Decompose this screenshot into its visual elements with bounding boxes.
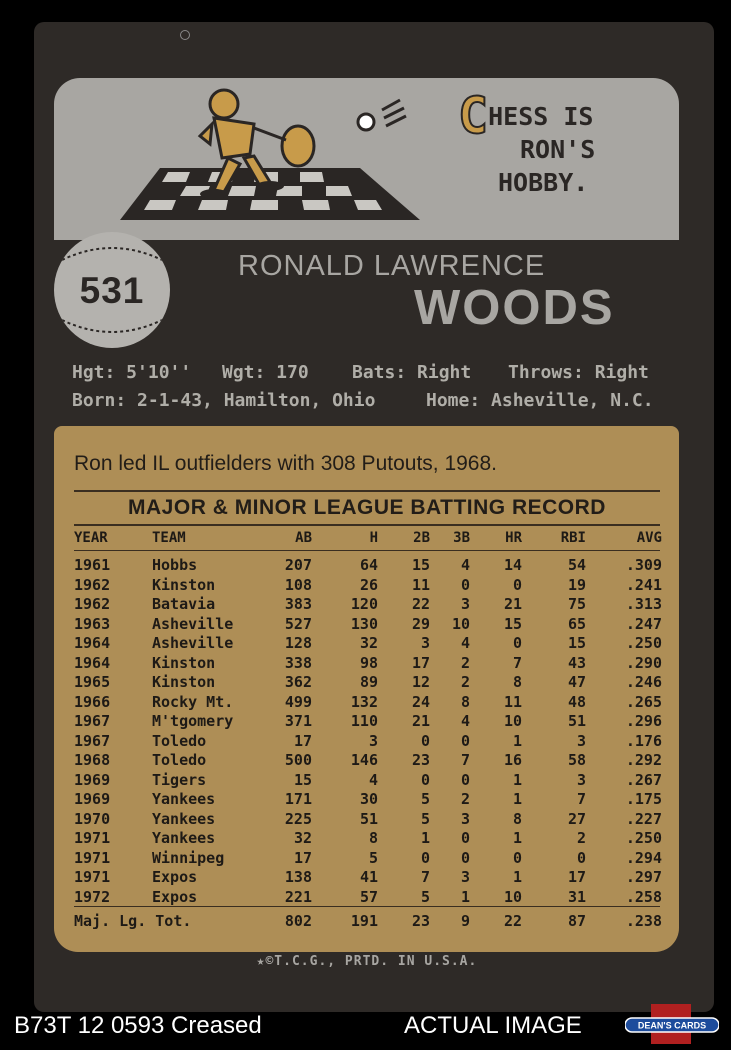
table-cell: 1964 xyxy=(74,634,111,652)
totals-label: Maj. Lg. Tot. xyxy=(74,912,192,930)
column-header: RBI xyxy=(560,530,586,546)
table-cell: .294 xyxy=(625,848,662,867)
table-cell: 5 xyxy=(368,848,378,867)
table-cell: 8 xyxy=(512,673,522,691)
table-cell: 7 xyxy=(460,751,470,769)
table-cell: .176 xyxy=(625,731,662,750)
table-cell: .313 xyxy=(625,595,662,613)
table-cell: 87 xyxy=(567,912,586,930)
table-cell: 17 xyxy=(293,848,312,867)
table-cell: Kinston xyxy=(152,575,216,594)
table-cell: 51 xyxy=(567,712,586,730)
table-cell: 0 xyxy=(420,731,430,750)
player-last-name: WOODS xyxy=(414,281,615,335)
listing-caption: B73T 12 0593 Creased xyxy=(14,1012,262,1039)
table-cell: 29 xyxy=(411,614,430,633)
record-title: MAJOR & MINOR LEAGUE BATTING RECORD xyxy=(128,496,606,519)
table-cell: 10 xyxy=(503,887,522,906)
table-cell: 3 xyxy=(576,770,586,789)
table-row xyxy=(0,751,731,771)
table-cell: 3 xyxy=(460,809,470,828)
table-cell: 221 xyxy=(284,887,312,906)
bio-bats: Bats: Right xyxy=(352,362,472,383)
table-cell: 3 xyxy=(460,595,470,613)
table-cell: 1967 xyxy=(74,712,111,730)
table-cell: 0 xyxy=(512,848,522,867)
column-header: AB xyxy=(295,530,312,546)
table-cell: 3 xyxy=(420,634,430,652)
table-cell: .296 xyxy=(625,712,662,730)
table-cell: 3 xyxy=(368,731,378,750)
table-cell: 0 xyxy=(460,848,470,867)
table-cell: Tigers xyxy=(152,770,207,789)
table-cell: 1 xyxy=(512,829,522,847)
table-cell: 5 xyxy=(420,790,430,808)
table-cell: .246 xyxy=(625,673,662,691)
table-header xyxy=(0,530,731,550)
table-cell: 2 xyxy=(460,653,470,672)
table-cell: 15 xyxy=(293,770,312,789)
table-cell: 1965 xyxy=(74,673,111,691)
table-cell: .309 xyxy=(625,556,662,574)
card-number: 531 xyxy=(79,270,145,311)
table-cell: 500 xyxy=(284,751,312,769)
table-cell: Expos xyxy=(152,868,198,886)
table-cell: 48 xyxy=(567,692,586,711)
table-cell: 108 xyxy=(284,575,312,594)
column-header: 2B xyxy=(413,530,430,546)
table-cell: 26 xyxy=(359,575,378,594)
table-row xyxy=(0,829,731,849)
table-cell: 4 xyxy=(460,634,470,652)
table-row xyxy=(0,712,731,732)
table-cell: Kinston xyxy=(152,673,216,691)
cartoon-line-3: HOBBY. xyxy=(498,168,589,197)
table-cell: 11 xyxy=(411,575,430,594)
table-cell: 58 xyxy=(567,751,586,769)
table-cell: 0 xyxy=(460,770,470,789)
table-cell: 3 xyxy=(460,868,470,886)
table-cell: 11 xyxy=(503,692,522,711)
totals-row xyxy=(0,912,731,932)
table-cell: 207 xyxy=(284,556,312,574)
table-cell: 499 xyxy=(284,692,312,711)
table-cell: .227 xyxy=(625,809,662,828)
column-header: YEAR xyxy=(74,530,108,546)
table-cell: Toledo xyxy=(152,731,207,750)
table-cell: 2 xyxy=(460,673,470,691)
table-cell: 1972 xyxy=(74,887,111,906)
table-row xyxy=(0,849,731,869)
divider xyxy=(74,524,660,526)
table-cell: 10 xyxy=(451,614,470,633)
cartoon-caption xyxy=(458,87,678,199)
table-cell: 1963 xyxy=(74,614,111,633)
table-cell: 4 xyxy=(460,712,470,730)
table-cell: Winnipeg xyxy=(152,848,225,867)
table-row xyxy=(0,790,731,810)
table-cell: 1968 xyxy=(74,751,111,769)
cartoon-box xyxy=(54,78,679,240)
table-row xyxy=(0,693,731,713)
table-cell: 21 xyxy=(503,595,522,613)
table-cell: 1970 xyxy=(74,809,111,828)
table-cell: 30 xyxy=(359,790,378,808)
table-cell: 4 xyxy=(460,556,470,574)
table-cell: 146 xyxy=(350,751,378,769)
table-cell: 12 xyxy=(411,673,430,691)
table-cell: 23 xyxy=(411,751,430,769)
table-cell: 2 xyxy=(460,790,470,808)
table-cell: 1 xyxy=(512,770,522,789)
table-cell: 24 xyxy=(411,692,430,711)
table-cell: 1971 xyxy=(74,868,111,886)
table-cell: 110 xyxy=(350,712,378,730)
table-row xyxy=(0,615,731,635)
table-cell: 138 xyxy=(284,868,312,886)
table-cell: 1 xyxy=(420,829,430,847)
table-cell: 2 xyxy=(576,829,586,847)
table-cell: 0 xyxy=(460,731,470,750)
table-cell: .247 xyxy=(625,614,662,633)
table-cell: 1962 xyxy=(74,575,111,594)
table-cell: 383 xyxy=(284,595,312,613)
table-cell: 1971 xyxy=(74,848,111,867)
table-cell: Yankees xyxy=(152,809,216,828)
table-cell: Yankees xyxy=(152,829,216,847)
table-cell: 16 xyxy=(503,751,522,769)
divider xyxy=(74,906,660,907)
divider xyxy=(74,550,660,551)
table-cell: 41 xyxy=(359,868,378,886)
table-cell: Expos xyxy=(152,887,198,906)
column-header: AVG xyxy=(636,530,662,546)
table-cell: 9 xyxy=(460,912,470,930)
table-cell: 0 xyxy=(420,770,430,789)
table-cell: 0 xyxy=(512,634,522,652)
table-cell: 17 xyxy=(293,731,312,750)
table-cell: Asheville xyxy=(152,614,234,633)
table-cell: 130 xyxy=(350,614,378,633)
table-cell: 0 xyxy=(460,829,470,847)
cartoon-line-2: RON'S xyxy=(520,135,596,164)
table-cell: 4 xyxy=(368,770,378,789)
table-cell: 8 xyxy=(460,692,470,711)
table-cell: 15 xyxy=(567,634,586,652)
table-row xyxy=(0,654,731,674)
cartoon-line-1: HESS IS xyxy=(488,102,594,131)
table-row xyxy=(0,576,731,596)
table-cell: .267 xyxy=(625,770,662,789)
table-cell: 0 xyxy=(512,575,522,594)
bio-height: Hgt: 5'10'' xyxy=(72,362,192,383)
table-cell: 89 xyxy=(359,673,378,691)
table-cell: 1 xyxy=(460,887,470,906)
table-cell: 15 xyxy=(503,614,522,633)
table-cell: 0 xyxy=(420,848,430,867)
table-cell: 31 xyxy=(567,887,586,906)
table-cell: 47 xyxy=(567,673,586,691)
table-cell: .175 xyxy=(625,790,662,808)
table-row xyxy=(0,810,731,830)
bio-weight: Wgt: 170 xyxy=(222,362,309,383)
table-cell: 32 xyxy=(359,634,378,652)
table-cell: Toledo xyxy=(152,751,207,769)
table-cell: M'tgomery xyxy=(152,712,234,730)
table-row xyxy=(0,634,731,654)
table-cell: 17 xyxy=(411,653,430,672)
table-cell: 338 xyxy=(284,653,312,672)
column-header: TEAM xyxy=(152,530,186,546)
table-row xyxy=(0,868,731,888)
table-cell: 1961 xyxy=(74,556,111,574)
table-cell: .241 xyxy=(625,575,662,594)
table-cell: 22 xyxy=(503,912,522,930)
table-cell: 54 xyxy=(567,556,586,574)
column-header: 3B xyxy=(453,530,470,546)
table-cell: Rocky Mt. xyxy=(152,692,234,711)
table-cell: 225 xyxy=(284,809,312,828)
career-highlight: Ron led IL outfielders with 308 Putouts, 1968. xyxy=(74,452,497,475)
table-cell: .290 xyxy=(625,653,662,672)
table-cell: 75 xyxy=(567,595,586,613)
table-cell: 362 xyxy=(284,673,312,691)
table-cell: 27 xyxy=(567,809,586,828)
table-cell: 1966 xyxy=(74,692,111,711)
table-cell: 1969 xyxy=(74,770,111,789)
table-cell: 7 xyxy=(576,790,586,808)
table-cell: 191 xyxy=(350,912,378,930)
table-cell: 1964 xyxy=(74,653,111,672)
table-cell: 132 xyxy=(350,692,378,711)
table-cell: 8 xyxy=(368,829,378,847)
table-row xyxy=(0,556,731,576)
copyright-line: ★©T.C.G., PRTD. IN U.S.A. xyxy=(256,954,478,969)
divider xyxy=(74,490,660,492)
punch-hole xyxy=(180,30,190,40)
player-first-name: RONALD LAWRENCE xyxy=(238,250,546,282)
table-cell: 14 xyxy=(503,556,522,574)
table-cell: 5 xyxy=(420,809,430,828)
table-cell: 1 xyxy=(512,790,522,808)
table-cell: .297 xyxy=(625,868,662,886)
table-cell: 17 xyxy=(567,868,586,886)
table-row xyxy=(0,673,731,693)
table-cell: 128 xyxy=(284,634,312,652)
table-cell: 1 xyxy=(512,868,522,886)
table-cell: Hobbs xyxy=(152,556,198,574)
table-row xyxy=(0,732,731,752)
table-cell: 23 xyxy=(411,912,430,930)
table-cell: 3 xyxy=(576,731,586,750)
table-cell: .250 xyxy=(625,829,662,847)
bio-born: Born: 2-1-43, Hamilton, Ohio xyxy=(72,390,376,411)
table-cell: Asheville xyxy=(152,634,234,652)
table-cell: 8 xyxy=(512,809,522,828)
table-cell: 120 xyxy=(350,595,378,613)
table-cell: 5 xyxy=(420,887,430,906)
table-cell: .250 xyxy=(625,634,662,652)
bio-home: Home: Asheville, N.C. xyxy=(426,390,654,411)
table-cell: 527 xyxy=(284,614,312,633)
logo-text: DEAN'S CARDS xyxy=(637,1020,707,1031)
table-row xyxy=(0,595,731,615)
table-cell: 0 xyxy=(576,848,586,867)
table-cell: 57 xyxy=(359,887,378,906)
column-header: H xyxy=(369,530,378,546)
table-cell: .265 xyxy=(625,692,662,711)
table-row xyxy=(0,888,731,908)
bio-throws: Throws: Right xyxy=(508,362,649,383)
table-cell: 32 xyxy=(293,829,312,847)
table-cell: 1969 xyxy=(74,790,111,808)
table-cell: 21 xyxy=(411,712,430,730)
table-cell: 1967 xyxy=(74,731,111,750)
table-cell: .258 xyxy=(625,887,662,906)
table-cell: Batavia xyxy=(152,595,216,613)
cartoon-big-letter: C xyxy=(458,87,489,145)
table-cell: 371 xyxy=(284,712,312,730)
table-cell: 0 xyxy=(460,575,470,594)
table-cell: Kinston xyxy=(152,653,216,672)
table-cell: 10 xyxy=(503,712,522,730)
table-cell: Yankees xyxy=(152,790,216,808)
table-cell: 1971 xyxy=(74,829,111,847)
table-cell: 15 xyxy=(411,556,430,574)
table-cell: 171 xyxy=(284,790,312,808)
table-cell: 7 xyxy=(512,653,522,672)
table-cell: 1962 xyxy=(74,595,111,613)
table-cell: .292 xyxy=(625,751,662,769)
table-cell: 1 xyxy=(512,731,522,750)
actual-image-label: ACTUAL IMAGE xyxy=(404,1012,582,1039)
table-cell: 7 xyxy=(420,868,430,886)
table-row xyxy=(0,771,731,791)
table-cell: 98 xyxy=(359,653,378,672)
table-cell: 64 xyxy=(359,556,378,574)
table-cell: 43 xyxy=(567,653,586,672)
table-cell: 51 xyxy=(359,809,378,828)
table-cell: 802 xyxy=(284,912,312,930)
table-cell: 65 xyxy=(567,614,586,633)
table-cell: 22 xyxy=(411,595,430,613)
table-cell: .238 xyxy=(625,912,662,930)
table-cell: 19 xyxy=(567,575,586,594)
column-header: HR xyxy=(505,530,522,546)
deans-cards-logo-icon xyxy=(625,1004,719,1044)
